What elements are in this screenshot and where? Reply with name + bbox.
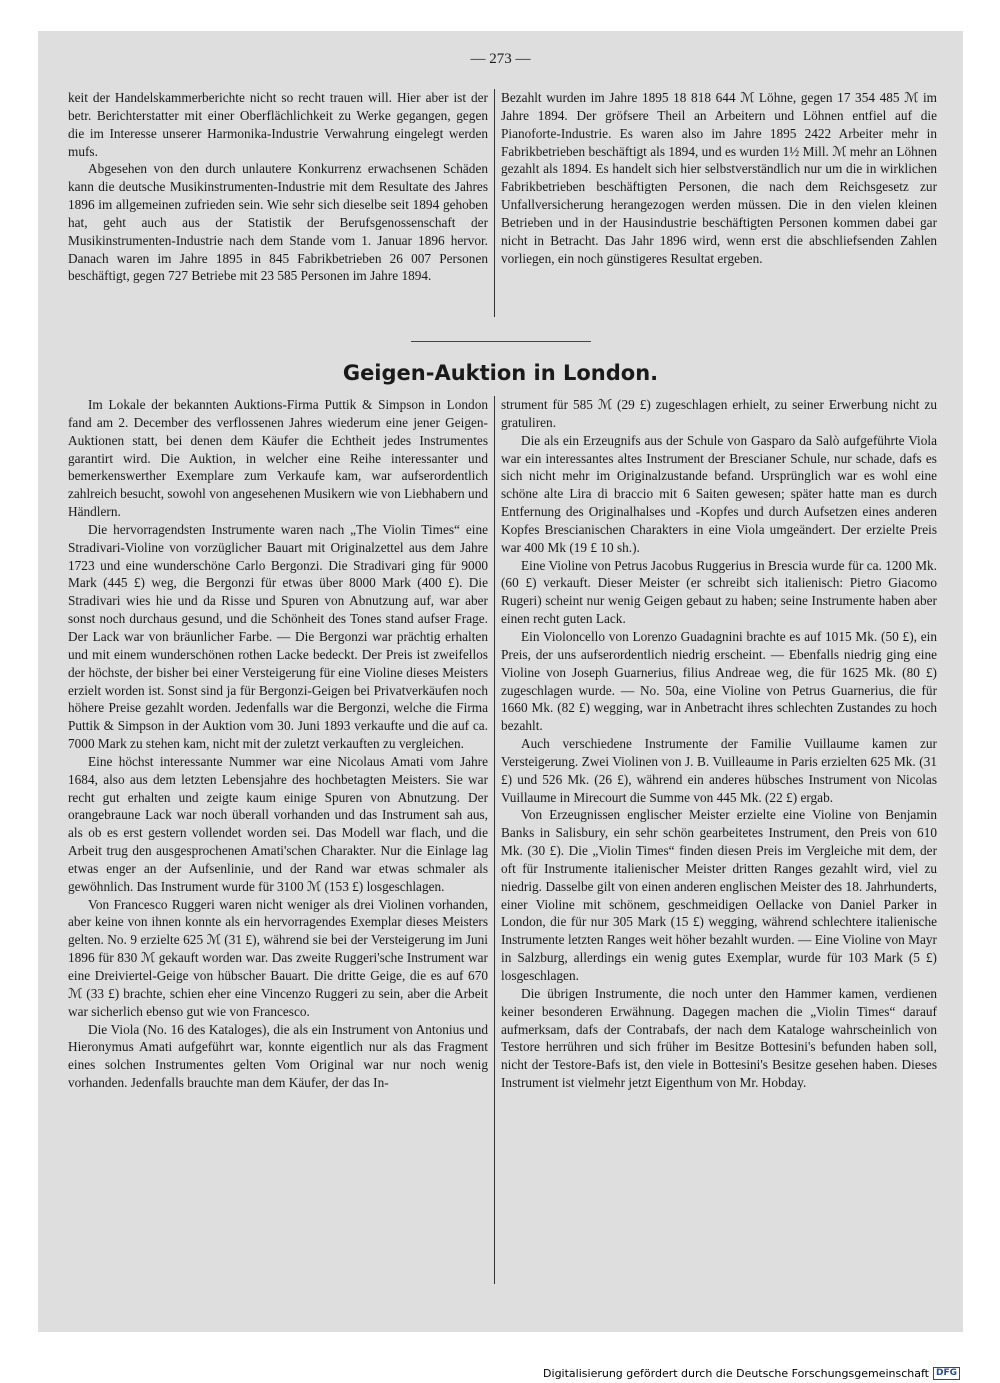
paragraph: Von Francesco Ruggeri waren nicht weniger als drei Violinen vorhanden, aber keine von ihnen konnte als ein hervorragendes Exemplar dieses Meisters gelten. No. 9 erzielte 625 ℳ (31 £), während sie bei der Versteigerung im Juni 1896 für 830 ℳ gekauft worden war. Das zweite Ruggeri'sche Instrument war eine Dreiviertel-Geige von hübscher Bauart. Die dritte Geige, die es auf 670 ℳ (33 £) brachte, schien eher eine Vincenzo Ruggeri zu sein, aber die Arbeit war sicherlich ebenso gut wie von Francesco. (68, 896, 488, 1019)
paragraph: keit der Handelskammerberichte nicht so recht trauen will. Hier aber ist der betr. Berichterstatter mit einer Oberflächlichkeit zu Werke gegangen, gegen die im Interesse unserer Harmonika-Industrie Verwahrung eingelegt werden mufs. (68, 90, 488, 159)
digitization-footer (543, 1367, 960, 1380)
top-right-column (501, 89, 937, 267)
paragraph: Bezahlt wurden im Jahre 1895 18 818 644 ℳ Löhne, gegen 17 354 485 ℳ im Jahre 1894. Der gröfsere Theil an Arbeitern und Löhnen entfiel auf die Pianoforte-Industrie. Es waren also im Jahre 1895 2422 Arbeiter mehr in Fabrikbetrieben beschäftigt als 1894, und es wurden 1½ Mill. ℳ mehr an Löhnen gezahlt als 1894. Es handelt sich hier selbstverständlich nur um die in wirklichen Fabrikbetrieben beschäftigten Personen, die nach dem Reichsgesetz zur Unfallversicherung herangezogen werden müssen. Die in den vielen kleinen Betrieben und in der Hausindustrie beschäftigten Personen kommen dabei gar nicht in Betracht. Das Jahr 1896 wird, wenn erst die abschliefsenden Zahlen vorliegen, ein noch günstigeres Resultat ergeben. (501, 90, 937, 266)
paragraph: Abgesehen von den durch unlautere Konkurrenz erwachsenen Schäden kann die deutsche Musikinstrumenten-Industrie mit dem Resultate des Jahres 1896 im allgemeinen zufrieden sein. Wie sehr sich dieselbe seit 1894 gehoben hat, geht auch aus der Statistik der Berufsgenossenschaft der Musikinstrumenten-Industrie nach dem Stande vom 1. Januar 1896 hervor. Danach waren im Jahre 1895 in 845 Fabrikbetrieben 26 007 Personen beschäftigt, gegen 727 Betriebe mit 23 585 Personen im Jahre 1894. (68, 161, 488, 284)
paragraph: Im Lokale der bekannten Auktions-Firma Puttik & Simpson in London fand am 2. December des verflossenen Jahres wiederum eine jener Geigen-Auktionen statt, bei denen dem Käufer die Echtheit jedes Instrumentes garantirt wird. Die Auktion, in welcher eine Reihe interessanter und bemerkenswerther Exemplare zum Verkaufe kam, war aufserordentlich zahlreich besucht, sowohl von angesehenen Musikern wie von Liebhabern und Händlern. (68, 397, 488, 520)
article-left-column (68, 396, 488, 1092)
paragraph: Die Viola (No. 16 des Kataloges), die als ein Instrument von Antonius und Hieronymus Amati aufgeführt war, konnte eigentlich nur als das Fragment eines solchen Instrumentes gelten Vom Original war nur noch wenig vorhanden. Jedenfalls brauchte man dem Käufer, der das In- (68, 1021, 488, 1091)
paragraph: Eine Violine von Petrus Jacobus Ruggerius in Brescia wurde für ca. 1200 Mk. (60 £) verkauft. Dieser Meister (er schreibt sich italienisch: Pietro Giacomo Rugeri) scheint nur wenig Geigen gebaut zu haben; seine Instrumente haben aber einen recht guten Lack. (501, 557, 937, 627)
paragraph: Die hervorragendsten Instrumente waren nach „The Violin Times“ eine Stradivari-Violine von vorzüglicher Bauart mit Originalzettel aus dem Jahre 1723 und eine wunderschöne Carlo Bergonzi. Die Stradivari ging für 9000 Mark (445 £) weg, die Bergonzi für etwas über 8000 Mark (400 £). Die Stradivari wies hie und da Risse und Spuren von Abnutzung auf, war aber sonst noch durchaus gesund, und die Schönheit des Tones stand aufser Frage. Der Lack war von bräunlicher Farbe. — Die Bergonzi war prächtig erhalten und mit einem wunderschönen rothen Lacke bedeckt. Der Preis ist zweifellos der höchste, der bisher bei einer Versteigerung für eine Violine dieses Meisters erzielt worden ist. Sonst sind ja für Bergonzi-Geigen bei Privatverkäufen noch höhere Preise gezahlt worden. Jedenfalls war die Bergonzi, welche die Firma Puttik & Simpson in der Auktion vom 30. Juni 1893 verkaufte und die auf ca. 7000 Mark zu stehen kam, nicht mit der zuletzt verkauften zu vergleichen. (68, 521, 488, 752)
column-divider (494, 89, 495, 317)
scanned-page (38, 31, 963, 1332)
paragraph: Von Erzeugnissen englischer Meister erzielte eine Violine von Benjamin Banks in Salisbury, ein sehr schön gearbeitetes Instrument, den Preis von 610 Mk. (30 £). Die „Violin Times“ finden diesen Preis im Vergleiche mit dem, der oft für Instrumente italienischer Meister dritten Ranges gezahlt wird, viel zu niedrig. Dasselbe gilt von einen anderen englischen Meister des 18. Jahrhunderts, einer Violine mit schönem, geschmeidigen Oellacke von Daniel Parker in London, die für nur 305 Mark (15 £) wegging, während schlechtere italienische Instrumente letzten Ranges weit höher bezahlt wurden. — Eine Violine von Mayr in Salzburg, allerdings ein wenig gutes Exemplar, wurde für 103 Mark (5 £) losgeschlagen. (501, 807, 937, 983)
paragraph: strument für 585 ℳ (29 £) zugeschlagen erhielt, zu seiner Erwerbung nicht zu gratuliren. (501, 397, 937, 430)
paragraph: Die übrigen Instrumente, die noch unter den Hammer kamen, verdienen keiner besonderen Erwähnung. Dagegen machen die „Violin Times“ darauf aufmerksam, dafs der Contrabafs, der nach dem Kataloge wahrscheinlich von Testore herrühren und sich früher im Besitze Bottesini's befunden haben soll, nicht der Testore-Bafs ist, den viele in Bottesini's Besitze gesehen haben. Dieses Instrument ist vielmehr jetzt Eigenthum von Mr. Hobday. (501, 985, 937, 1091)
page-number: — 273 — (470, 51, 531, 67)
article-title: Geigen-Auktion in London. (342, 361, 659, 385)
paragraph: Ein Violoncello von Lorenzo Guadagnini brachte es auf 1015 Mk. (50 £), ein Preis, der uns aufserordentlich niedrig erscheint. — Ebenfalls niedrig ging eine Violine von Joseph Guarnerius, filius Andreae weg, die für 1625 Mk. (80 £) zugeschlagen wurde. — No. 50a, eine Violine von Petrus Guarnerius, die für 1660 Mk. (82 £) wegging, war in Anbetracht ihres schlechten Zustandes zu hoch bezahlt. (501, 628, 937, 734)
paragraph: Die als ein Erzeugnifs aus der Schule von Gasparo da Salò aufgeführte Viola war ein interessantes altes Instrument der Brescianer Schule, nur schade, dafs es sich nicht mehr im Originalzustande befand. Ursprünglich war es wohl eine schöne alte Lira di braccio mit 6 Saiten gewesen; später hatte man es durch Entfernung des Originalhalses und -Kopfes und durch Aufsetzen eines anderen Kopfes Brescianischen Charakters in eine Viola umgeändert. Der erzielte Preis war 400 Mk (19 £ 10 sh.). (501, 432, 937, 555)
section-divider (411, 341, 591, 342)
paragraph: Auch verschiedene Instrumente der Familie Vuillaume kamen zur Versteigerung. Zwei Violinen von J. B. Vuilleaume in Paris erzielten 625 Mk. (31 £) und 526 Mk. (26 £), während ein anderes hübsches Instrument von Nicolas Vuillaume in Mirecourt die Summe von 445 Mk. (22 £) ergab. (501, 736, 937, 805)
footer-text: Digitalisierung gefördert durch die Deutsche Forschungsgemeinschaft (543, 1367, 929, 1380)
article-right-column (501, 396, 937, 1092)
top-left-column (68, 89, 488, 285)
paragraph: Eine höchst interessante Nummer war eine Nicolaus Amati vom Jahre 1684, also aus dem letzten Lebensjahre des hochbetagten Meisters. Sie war recht gut erhalten und zeigte kaum einige Spuren von Abnutzung. Der orangebraune Lack war noch überall vorhanden und das Instrument sah aus, als ob es erst gestern vollendet worden sei. Das Modell war flach, und die Arbeit trug den ausgesprochenen Amati'schen Charakter. Nur die Einlage lag etwas enger an der Aufsenlinie, und der Rand war etwas schmaler als gewöhnlich. Das Instrument wurde für 3100 ℳ (153 £) losgeschlagen. (68, 753, 488, 894)
column-divider (494, 396, 495, 1284)
dfg-logo-icon: DFG (933, 1367, 960, 1380)
